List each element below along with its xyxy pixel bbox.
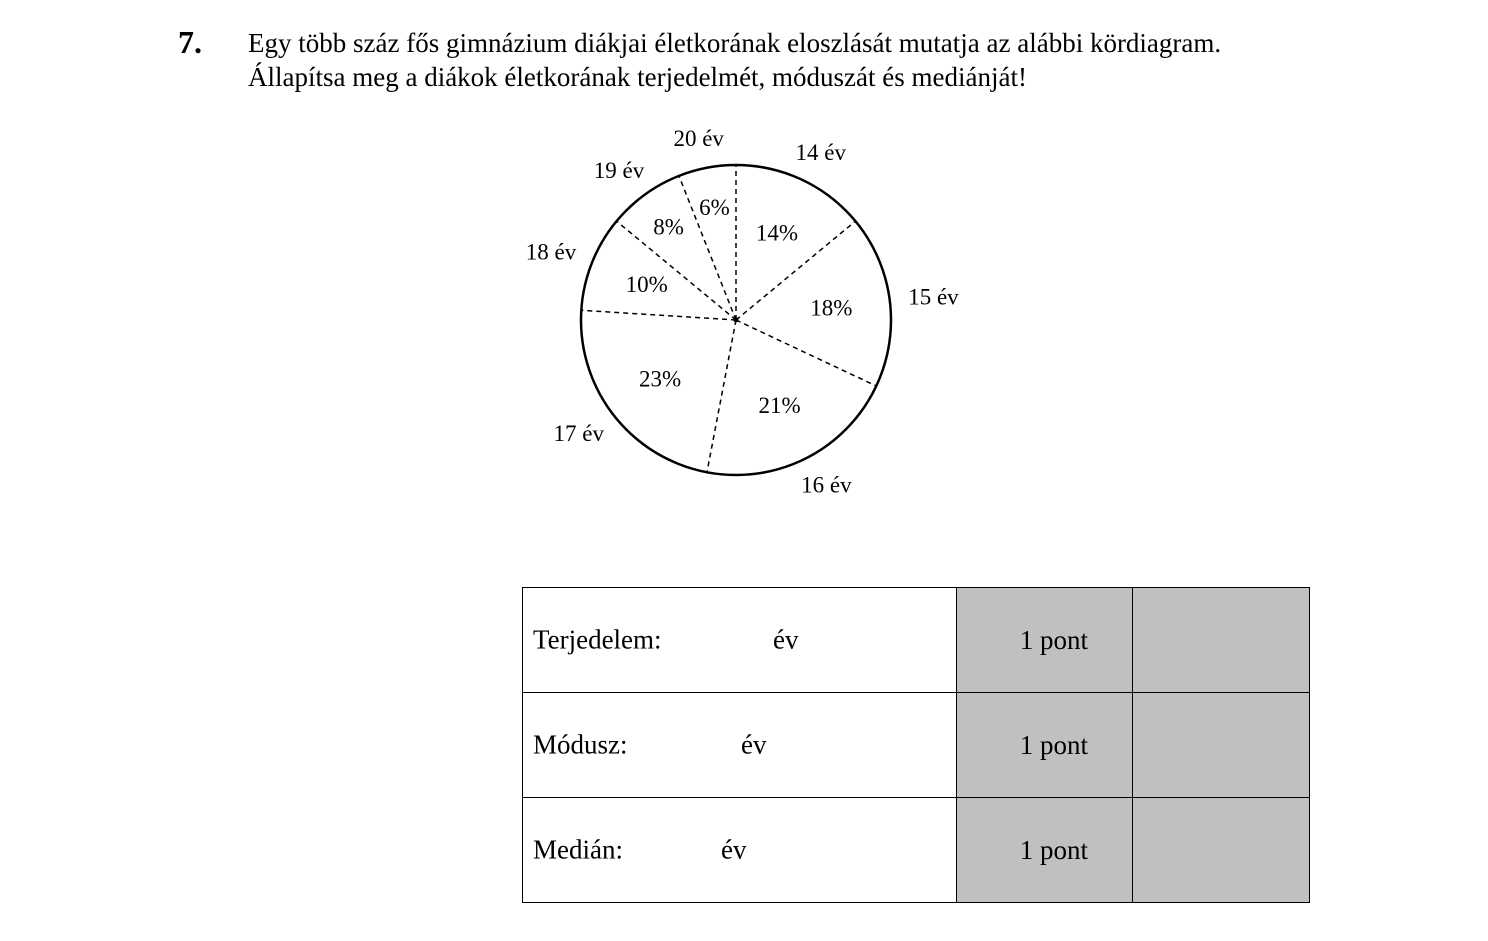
answer-label-terjedelem: Terjedelem: bbox=[533, 624, 662, 655]
pie-divider-17-v bbox=[707, 320, 736, 472]
pie-value-label-20-v: 6% bbox=[699, 194, 730, 220]
pie-category-label-17-v: 17 év bbox=[553, 420, 604, 446]
pie-category-label-14-v: 14 év bbox=[795, 140, 846, 166]
points-cell-median: 1 pont bbox=[957, 798, 1133, 903]
answer-unit-terjedelem: év bbox=[773, 624, 799, 655]
answer-label-median: Medián: bbox=[533, 834, 623, 865]
pie-value-label-17-v: 23% bbox=[638, 366, 682, 392]
score-cell-modusz bbox=[1133, 693, 1310, 798]
pie-center-point bbox=[734, 318, 739, 323]
points-cell-modusz: 1 pont bbox=[957, 693, 1133, 798]
pie-category-label-20-v: 20 év bbox=[673, 125, 724, 151]
answer-row-terjedelem bbox=[523, 588, 1310, 693]
pie-divider-18-v bbox=[581, 310, 736, 320]
points-cell-terjedelem: 1 pont bbox=[957, 588, 1133, 693]
task-number: 7. bbox=[178, 24, 202, 60]
pie-category-label-16-v: 16 év bbox=[801, 472, 852, 498]
pie-category-label-18-v: 18 év bbox=[525, 239, 577, 265]
answer-cell-median[interactable] bbox=[523, 798, 957, 903]
pie-value-label-16-v: 21% bbox=[758, 393, 801, 419]
pie-value-label-18-v: 10% bbox=[625, 272, 668, 298]
answer-cell-modusz[interactable] bbox=[523, 693, 957, 798]
pie-divider-16-v bbox=[736, 320, 876, 386]
answer-cell-terjedelem[interactable] bbox=[523, 588, 957, 693]
pie-value-label-15-v: 18% bbox=[810, 295, 853, 321]
pie-value-label-19-v: 8% bbox=[653, 214, 684, 240]
answer-row-median bbox=[523, 798, 1310, 903]
score-cell-terjedelem bbox=[1133, 588, 1310, 693]
answer-table bbox=[522, 587, 1310, 903]
pie-value-label-14-v: 14% bbox=[755, 220, 799, 246]
pie-category-label-19-v: 19 év bbox=[593, 157, 645, 183]
task-text-line-2: Állapítsa meg a diákok életkorának terjedelmét, móduszát és mediánját! bbox=[248, 62, 1027, 92]
answer-label-modusz: Módusz: bbox=[533, 729, 628, 760]
answer-unit-modusz: év bbox=[741, 729, 767, 760]
pie-category-label-15-v: 15 év bbox=[908, 284, 959, 310]
task-text-line-1: Egy több száz fős gimnázium diákjai életkorának eloszlását mutatja az alábbi kördiagram. bbox=[248, 28, 1222, 58]
score-cell-median bbox=[1133, 798, 1310, 903]
answer-row-modusz bbox=[523, 693, 1310, 798]
answer-unit-median: év bbox=[721, 834, 747, 865]
